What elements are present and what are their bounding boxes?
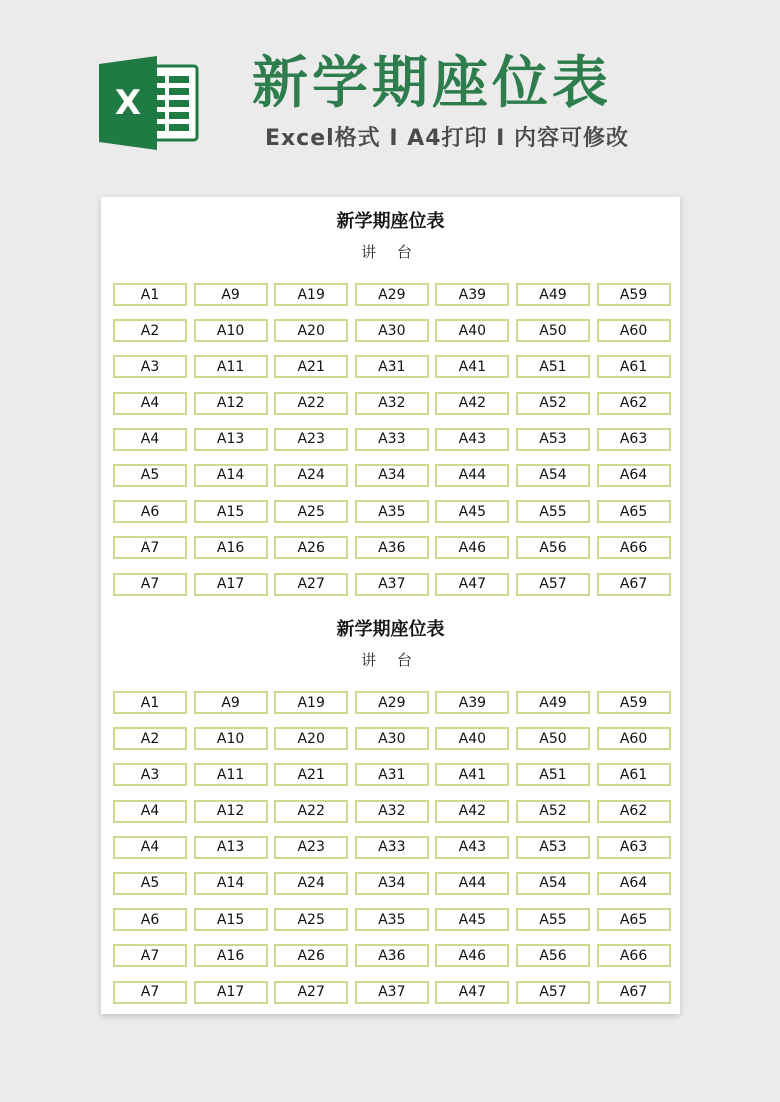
page-title: 新学期座位表: [252, 51, 612, 116]
seat-cell[interactable]: A42: [435, 800, 509, 823]
seat-cell[interactable]: A50: [516, 727, 590, 750]
seat-cell[interactable]: A62: [597, 392, 671, 415]
seat-cell[interactable]: A66: [597, 944, 671, 967]
seat-cell[interactable]: A65: [597, 500, 671, 523]
seat-cell[interactable]: A29: [355, 283, 429, 306]
seat-cell[interactable]: A30: [355, 319, 429, 342]
seat-cell[interactable]: A20: [274, 319, 348, 342]
seat-cell[interactable]: A5: [113, 872, 187, 895]
seat-cell[interactable]: A66: [597, 536, 671, 559]
seat-cell[interactable]: A7: [113, 944, 187, 967]
seat-cell[interactable]: A55: [516, 908, 590, 931]
seat-cell[interactable]: A46: [435, 944, 509, 967]
seat-cell[interactable]: A33: [355, 836, 429, 859]
seat-cell[interactable]: A34: [355, 464, 429, 487]
seat-cell[interactable]: A5: [113, 464, 187, 487]
seat-cell[interactable]: A51: [516, 763, 590, 786]
seat-cell[interactable]: A56: [516, 536, 590, 559]
seat-cell[interactable]: A25: [274, 500, 348, 523]
seat-cell[interactable]: A7: [113, 573, 187, 596]
seat-cell[interactable]: A4: [113, 836, 187, 859]
seat-cell[interactable]: A59: [597, 691, 671, 714]
podium-label: 讲 台: [361, 651, 420, 669]
seat-cell[interactable]: A3: [113, 763, 187, 786]
seat-cell[interactable]: A17: [194, 981, 268, 1004]
seat-cell[interactable]: A33: [355, 428, 429, 451]
seat-cell[interactable]: A13: [194, 428, 268, 451]
seat-cell[interactable]: A43: [435, 836, 509, 859]
seat-cell[interactable]: A31: [355, 355, 429, 378]
seat-cell[interactable]: A49: [516, 691, 590, 714]
seat-cell[interactable]: A59: [597, 283, 671, 306]
seat-cell[interactable]: A21: [274, 355, 348, 378]
seat-cell[interactable]: A39: [435, 691, 509, 714]
seat-cell[interactable]: A21: [274, 763, 348, 786]
seat-cell[interactable]: A26: [274, 536, 348, 559]
seat-cell[interactable]: A63: [597, 428, 671, 451]
seat-cell[interactable]: A15: [194, 500, 268, 523]
seat-cell[interactable]: A1: [113, 691, 187, 714]
seat-cell[interactable]: A50: [516, 319, 590, 342]
seat-cell[interactable]: A61: [597, 763, 671, 786]
seat-cell[interactable]: A24: [274, 872, 348, 895]
seat-cell[interactable]: A1: [113, 283, 187, 306]
seat-cell[interactable]: A11: [194, 355, 268, 378]
seat-cell[interactable]: A56: [516, 944, 590, 967]
seat-cell[interactable]: A45: [435, 500, 509, 523]
seat-cell[interactable]: A40: [435, 727, 509, 750]
seat-cell[interactable]: A57: [516, 573, 590, 596]
seat-cell[interactable]: A7: [113, 981, 187, 1004]
seat-cell[interactable]: A31: [355, 763, 429, 786]
banner: [0, 0, 780, 190]
seat-grid: [113, 691, 671, 1004]
seat-cell[interactable]: A47: [435, 573, 509, 596]
seat-cell[interactable]: A36: [355, 536, 429, 559]
seat-cell[interactable]: A57: [516, 981, 590, 1004]
seat-cell[interactable]: A62: [597, 800, 671, 823]
seat-cell[interactable]: A2: [113, 319, 187, 342]
seat-cell[interactable]: A34: [355, 872, 429, 895]
seat-cell[interactable]: A17: [194, 573, 268, 596]
seat-cell[interactable]: A63: [597, 836, 671, 859]
seat-cell[interactable]: A23: [274, 428, 348, 451]
seat-cell[interactable]: A6: [113, 908, 187, 931]
seat-cell[interactable]: A20: [274, 727, 348, 750]
seat-cell[interactable]: A27: [274, 981, 348, 1004]
section-title: 新学期座位表: [336, 211, 445, 232]
excel-icon: [99, 56, 199, 150]
seat-cell[interactable]: A61: [597, 355, 671, 378]
seat-cell[interactable]: A25: [274, 908, 348, 931]
seat-cell[interactable]: A47: [435, 981, 509, 1004]
seat-cell[interactable]: A52: [516, 800, 590, 823]
seat-cell[interactable]: A16: [194, 944, 268, 967]
seating-section: [101, 210, 680, 592]
seat-cell[interactable]: A52: [516, 392, 590, 415]
seat-cell[interactable]: A10: [194, 727, 268, 750]
seat-cell[interactable]: A2: [113, 727, 187, 750]
seat-cell[interactable]: A60: [597, 727, 671, 750]
seat-cell[interactable]: A15: [194, 908, 268, 931]
seat-cell[interactable]: A23: [274, 836, 348, 859]
seat-cell[interactable]: A64: [597, 464, 671, 487]
seat-cell[interactable]: A54: [516, 464, 590, 487]
seat-cell[interactable]: A53: [516, 428, 590, 451]
seat-cell[interactable]: A16: [194, 536, 268, 559]
seat-cell[interactable]: A9: [194, 283, 268, 306]
seat-cell[interactable]: A65: [597, 908, 671, 931]
seat-cell[interactable]: A35: [355, 908, 429, 931]
seat-cell[interactable]: A67: [597, 981, 671, 1004]
seat-cell[interactable]: A42: [435, 392, 509, 415]
seat-cell[interactable]: A11: [194, 763, 268, 786]
logo-letter: X: [114, 83, 142, 123]
podium-label: 讲 台: [361, 243, 420, 261]
seat-cell[interactable]: A46: [435, 536, 509, 559]
seat-cell[interactable]: A64: [597, 872, 671, 895]
seat-cell[interactable]: A14: [194, 464, 268, 487]
seat-cell[interactable]: A43: [435, 428, 509, 451]
seat-cell[interactable]: A40: [435, 319, 509, 342]
seat-cell[interactable]: A26: [274, 944, 348, 967]
seat-cell[interactable]: A41: [435, 355, 509, 378]
seat-cell[interactable]: A3: [113, 355, 187, 378]
seat-cell[interactable]: A35: [355, 500, 429, 523]
seat-cell[interactable]: A4: [113, 428, 187, 451]
seat-cell[interactable]: A39: [435, 283, 509, 306]
seat-cell[interactable]: A7: [113, 536, 187, 559]
seat-cell[interactable]: A36: [355, 944, 429, 967]
seat-cell[interactable]: A22: [274, 392, 348, 415]
seat-cell[interactable]: A32: [355, 800, 429, 823]
seat-cell[interactable]: A45: [435, 908, 509, 931]
seat-cell[interactable]: A54: [516, 872, 590, 895]
seat-cell[interactable]: A12: [194, 392, 268, 415]
seat-cell[interactable]: A53: [516, 836, 590, 859]
seat-cell[interactable]: A37: [355, 573, 429, 596]
seat-cell[interactable]: A67: [597, 573, 671, 596]
seat-cell[interactable]: A32: [355, 392, 429, 415]
seat-cell[interactable]: A29: [355, 691, 429, 714]
seat-cell[interactable]: A60: [597, 319, 671, 342]
seat-cell[interactable]: A12: [194, 800, 268, 823]
seat-cell[interactable]: A27: [274, 573, 348, 596]
seat-cell[interactable]: A51: [516, 355, 590, 378]
document-page: [101, 197, 680, 1014]
seat-cell[interactable]: A19: [274, 691, 348, 714]
seat-cell[interactable]: A6: [113, 500, 187, 523]
seat-cell[interactable]: A55: [516, 500, 590, 523]
seat-cell[interactable]: A41: [435, 763, 509, 786]
seat-cell[interactable]: A30: [355, 727, 429, 750]
seating-section: [101, 618, 680, 1000]
seat-cell[interactable]: A22: [274, 800, 348, 823]
seat-cell[interactable]: A4: [113, 800, 187, 823]
seat-cell[interactable]: A49: [516, 283, 590, 306]
seat-cell[interactable]: A10: [194, 319, 268, 342]
seat-cell[interactable]: A37: [355, 981, 429, 1004]
seat-cell[interactable]: A14: [194, 872, 268, 895]
page-subtitle: Excel格式 Ⅰ A4打印 Ⅰ 内容可修改: [264, 126, 630, 151]
seat-cell[interactable]: A4: [113, 392, 187, 415]
seat-cell[interactable]: A13: [194, 836, 268, 859]
seat-cell[interactable]: A44: [435, 464, 509, 487]
seat-cell[interactable]: A9: [194, 691, 268, 714]
seat-cell[interactable]: A44: [435, 872, 509, 895]
seat-grid: [113, 283, 671, 596]
seat-cell[interactable]: A24: [274, 464, 348, 487]
seat-cell[interactable]: A19: [274, 283, 348, 306]
section-title: 新学期座位表: [336, 619, 445, 640]
